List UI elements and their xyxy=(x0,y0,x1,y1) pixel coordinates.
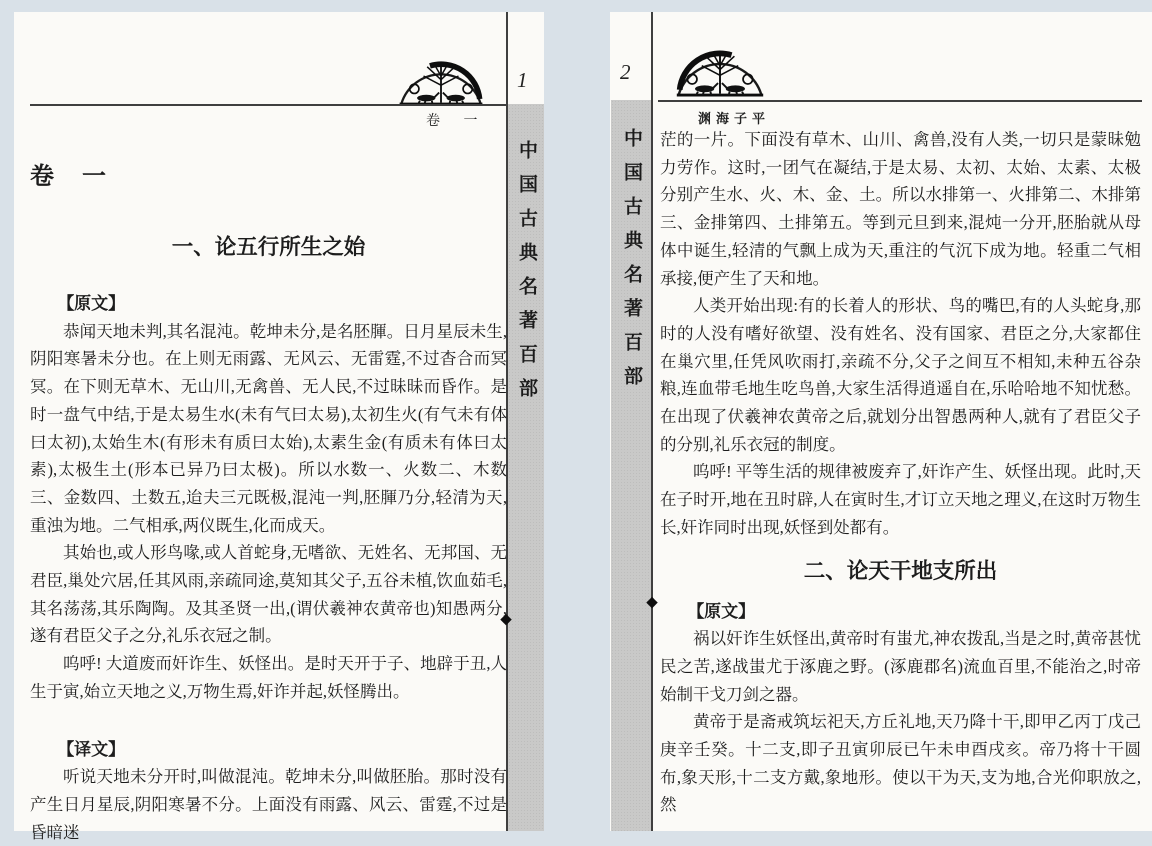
translation-continuation xyxy=(660,126,1141,542)
right-page-body xyxy=(660,126,1141,819)
right-page xyxy=(610,12,1152,831)
source-section-label: 【原文】 xyxy=(57,294,126,313)
series-title-vertical: 中国古典名著百部 xyxy=(621,128,642,400)
corner-volume-label: 卷 一 xyxy=(426,114,488,129)
chapter-title: 一、论五行所生之始 xyxy=(171,235,366,259)
translation-section-label: 【译文】 xyxy=(57,739,126,759)
source-paragraphs xyxy=(30,318,507,706)
chapter-title: 二、论天干地支所出 xyxy=(803,558,998,583)
paragraph: 听说天地未分开时,叫做混沌。乾坤未分,叫做胚胎。那时没有产生日月星辰,阴阳寒暑不分。上面没有雨露、风云、雷霆,不过是昏暗迷 xyxy=(30,767,507,842)
running-header: 渊海子平 xyxy=(698,111,771,126)
paragraph: 茫的一片。下面没有草木、山川、禽兽,没有人类,一切只是蒙昧勉力劳作。这时,一团气在凝结,于是太易、太初、太始、太素、太极分别产生水、火、木、金、土。所以水排第一、火排第二、木排第三、金排第四、土排第五。等到元旦到来,混炖一分开,胚胎就从母体中诞生,轻清的气飘上成为天,重注的气沉下成为地。轻重二气相承接,便产生了天和地。 xyxy=(660,130,1141,288)
sidebar-divider-line xyxy=(651,12,653,831)
volume-title: 卷 一 xyxy=(30,164,108,190)
fan-emblem-tree-deer-icon xyxy=(672,43,768,100)
paragraph: 黄帝于是斋戒筑坛祀天,方丘礼地,天乃降十干,即甲乙丙丁戊己庚辛壬癸。十二支,即子丑寅卯辰已午未申酉戌亥。帝乃将十干圆布,象天形,十二支方戴,象地形。使以干为天,支为地,合光仰职放之,然 xyxy=(660,712,1141,815)
paragraph: 其始也,或人形鸟喙,或人首蛇身,无嗜欲、无姓名、无邦国、无君臣,巢处穴居,任其风雨,亲疏同途,莫知其父子,五谷未植,饮血茹毛,其名荡荡,其乐陶陶。及其圣贤一出,(谓伏羲神农黄帝也)知愚两分,遂有君臣父子之分,礼乐衣冠之制。 xyxy=(30,543,507,646)
source-paragraphs xyxy=(660,625,1141,819)
paragraph: 呜呼! 大道废而奸诈生、妖怪出。是时天开于子、地辟于丑,人生于寅,始立天地之义,万物生焉,奸诈并起,妖怪腾出。 xyxy=(30,654,507,701)
header-rule xyxy=(658,100,1142,102)
left-page-body xyxy=(30,162,507,846)
source-section-label: 【原文】 xyxy=(687,601,756,621)
paragraph: 恭闻天地未判,其名混沌。乾坤未分,是名胚腪。日月星辰未生,阴阳寒暑未分也。在上则无雨露、无风云、无雷霆,不过杳合而冥冥。在下则无草木、无山川,无禽兽、无人民,不过昧昧而昏作。是时一盘气中结,于是太易生水(未有气曰太易),太初生火(有气未有体曰太初),太始生木(有形未有质曰太始),太素生金(有质未有体曰太素),太极生土(形本已异乃曰太极)。所以水数一、火数二、木数三、金数四、土数五,迨夫三元既极,混沌一判,胚腪乃分,轻清为天,重浊为地。二气相承,两仪既生,化而成天。 xyxy=(30,321,507,535)
translation-paragraphs xyxy=(30,763,507,846)
page-number: 1 xyxy=(517,68,528,92)
page-number: 2 xyxy=(620,60,631,84)
paragraph: 人类开始出现:有的长着人的形状、鸟的嘴巴,有的人头蛇身,那时的人没有嗜好欲望、没有姓名、没有国家、君臣之分,大家都住在巢穴里,任凭风吹雨打,亲疏不分,父子之间互不相知,未种五谷杂粮,连血带毛地生吃鸟兽,大家生活得逍遥自在,乐哈哈地不知忧愁。在出现了伏羲神农黄帝之后,就划分出智愚两种人,就有了君臣父子的分别,礼乐衣冠的制度。 xyxy=(660,296,1141,454)
header-rule xyxy=(30,104,506,106)
paragraph: 祸以奸诈生妖怪出,黄帝时有蚩尤,神农拨乱,当是之时,黄帝甚忧民之苦,遂战蚩尤于涿鹿之野。(涿鹿郡名)流血百里,不能治之,时帝始制干戈刀剑之器。 xyxy=(660,629,1141,704)
diamond-marker-icon: ◆ xyxy=(500,611,512,628)
fan-emblem-tree-deer-icon xyxy=(395,54,487,109)
left-page xyxy=(14,12,544,842)
diamond-marker-icon: ◆ xyxy=(646,594,658,611)
series-title-vertical: 中国古典名著百部 xyxy=(516,140,537,412)
paragraph: 呜呼! 平等生活的规律被废弃了,奸诈产生、妖怪出现。此时,天在子时开,地在丑时辟,人在寅时生,才订立天地之理义,在这时万物生长,奸诈同时出现,妖怪到处都有。 xyxy=(660,462,1141,537)
